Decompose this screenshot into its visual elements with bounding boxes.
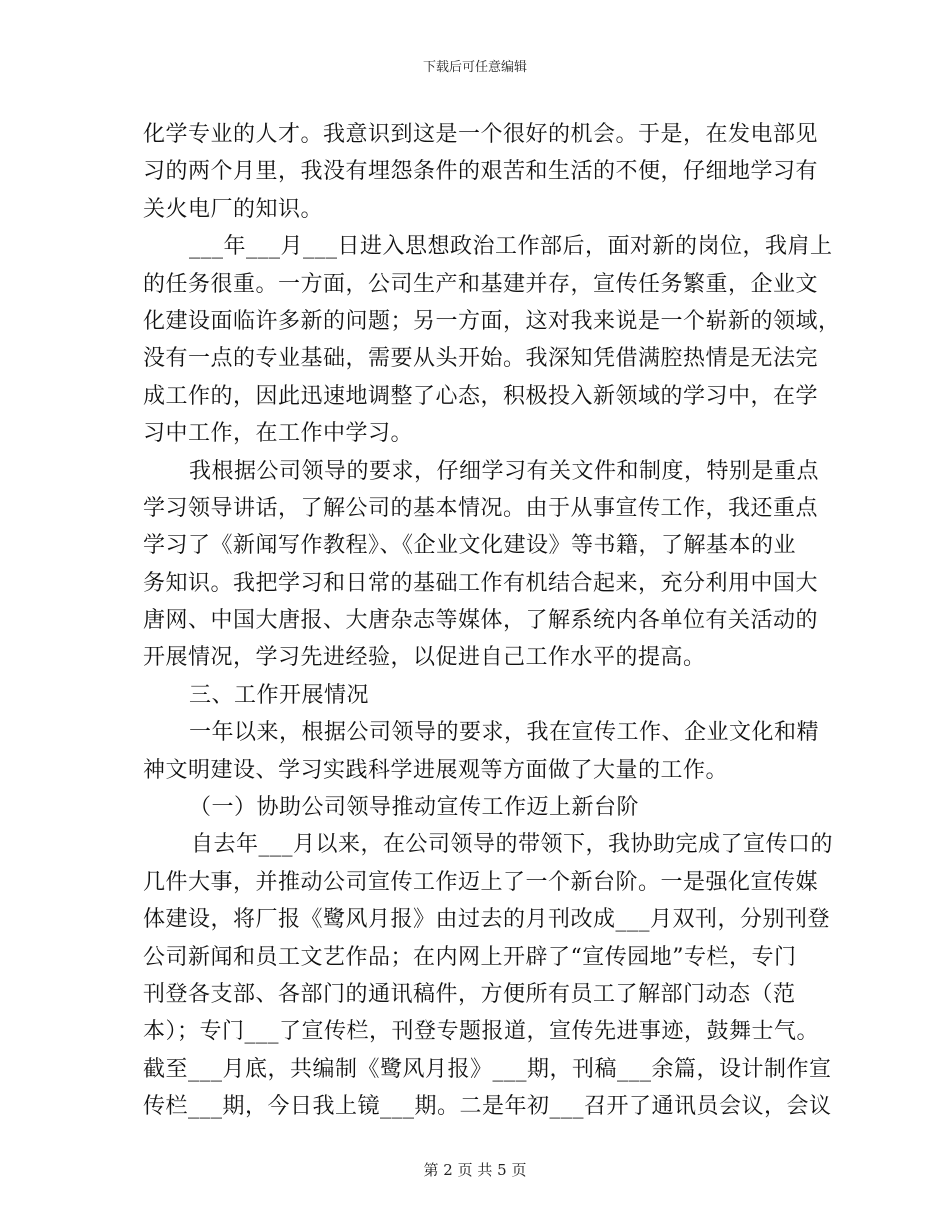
subsection-heading: （一）协助公司领导推动宣传工作迈上新台阶 <box>189 795 640 821</box>
text-line: 开展情况，学习先进经验，以促进自己工作水平的提高。 <box>143 645 706 671</box>
text-line: 唐网、中国大唐报、大唐杂志等媒体，了解系统内各单位有关活动的 <box>143 608 819 634</box>
text-line: 化学专业的人才。我意识到这是一个很好的机会。于是，在发电部见 <box>143 122 819 147</box>
text-line: 习的两个月里，我没有埋怨条件的艰苦和生活的不便，仔细地学习有 <box>143 159 819 185</box>
text-line: 传栏___期，今日我上镜___期。二是年初___召开了通讯员会议，会议 <box>143 1094 832 1120</box>
text-line: 本）；专门___了宣传栏，刊登专题报道，宣传先进事迹，鼓舞士气。 <box>143 1019 820 1045</box>
text-line: 务知识。我把学习和日常的基础工作有机结合起来，充分利用中国大 <box>143 570 819 596</box>
text-line: 学习了《新闻写作教程》、《企业文化建设》等书籍，了解基本的业 <box>143 533 797 559</box>
text-line: 学习领导讲话，了解公司的基本情况。由于从事宣传工作，我还重点 <box>143 495 819 521</box>
page-number-footer: 第 2 页 共 5 页 <box>423 1161 527 1179</box>
text-line: 没有一点的专业基础，需要从头开始。我深知凭借满腔热情是无法完 <box>143 346 819 372</box>
text-line: 化建设面临许多新的问题；另一方面，这对我来说是一个崭新的领域， <box>143 308 841 334</box>
text-line: 截至___月底，共编制《鹭风月报》___期，刊稿___余篇，设计制作宣 <box>143 1056 832 1082</box>
text-line: 几件大事，并推动公司宣传工作迈上了一个新台阶。一是强化宣传媒 <box>143 869 819 895</box>
text-line: 成工作的，因此迅速地调整了心态，积极投入新领域的学习中，在学 <box>143 383 819 409</box>
text-line: 公司新闻和员工文艺作品；在内网上开辟了“宣传园地”专栏，专门 <box>143 944 797 970</box>
paragraph-start-line: 一年以来，根据公司领导的要求，我在宣传工作、企业文化和精 <box>189 720 820 746</box>
text-line: 关火电厂的知识。 <box>143 196 324 222</box>
text-line: 习中工作，在工作中学习。 <box>143 421 414 447</box>
text-line: 的任务很重。一方面，公司生产和基建并存，宣传任务繁重，企业文 <box>143 271 819 297</box>
paragraph-start-line: 我根据公司领导的要求，仔细学习有关文件和制度，特别是重点 <box>189 458 820 484</box>
page-header: 下载后可任意编辑 <box>422 60 527 75</box>
section-heading: 三、工作开展情况 <box>189 682 370 708</box>
document-body <box>143 116 841 1126</box>
text-line: 体建设，将厂报《鹭风月报》由过去的月刊改成___月双刊，分别刊登 <box>143 907 831 933</box>
text-line: 神文明建设、学习实践科学进展观等方面做了大量的工作。 <box>143 757 729 783</box>
paragraph-start-line: 自去年___月以来，在公司领导的带领下，我协助完成了宣传口的 <box>191 832 834 858</box>
paragraph-start-line: ___年___月___日进入思想政治工作部后，面对新的岗位，我肩上 <box>189 234 833 260</box>
text-line: 刊登各支部、各部门的通讯稿件，方便所有员工了解部门动态（范 <box>143 981 796 1007</box>
